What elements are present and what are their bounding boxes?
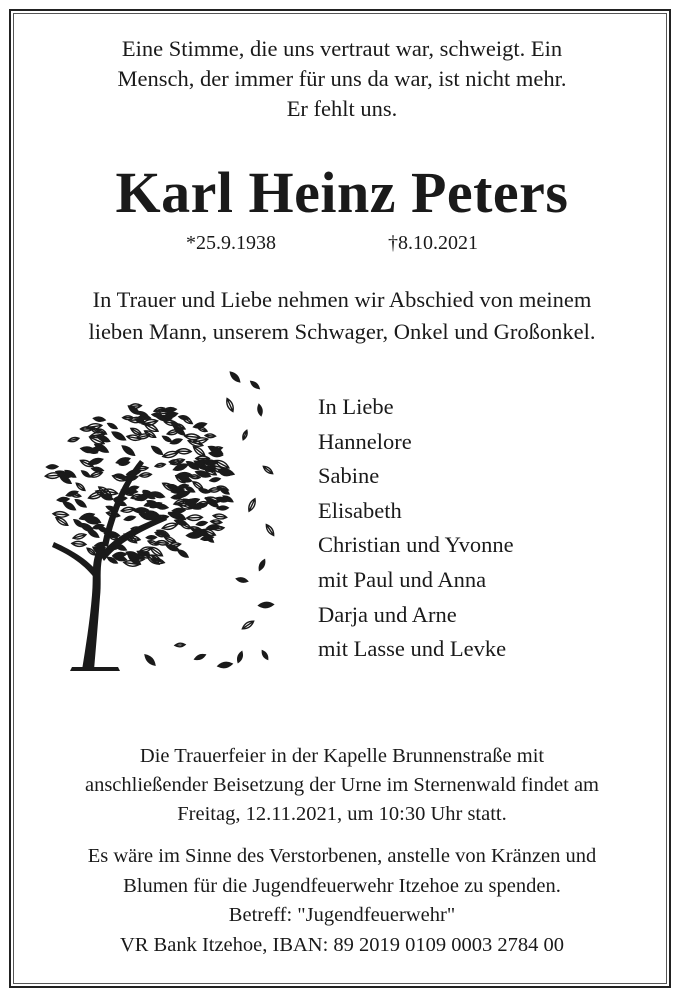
- intro-line: Er fehlt uns.: [286, 96, 398, 121]
- leaf-mark: [139, 546, 153, 554]
- leaf-mark: [257, 404, 263, 416]
- leaf-mark: [219, 486, 230, 495]
- leaf-mark: [261, 650, 269, 660]
- leaf-mark: [194, 503, 206, 507]
- donation-line: Es wäre im Sinne des Verstorbenen, anstelle von Kränzen und: [87, 845, 597, 867]
- leaf-mark: [187, 515, 203, 521]
- leaf-mark: [250, 380, 261, 390]
- mourning-line: In Trauer und Liebe nehmen wir Abschied von meinem: [92, 287, 592, 312]
- leaf-mark: [143, 653, 156, 667]
- leaf-mark: [162, 435, 173, 443]
- service-line: Die Trauerfeier in der Kapelle Brunnenstraße mit: [139, 745, 545, 767]
- family-line: Hannelore: [318, 428, 412, 454]
- donation-iban: VR Bank Itzehoe, IBAN: 89 2019 0109 0003 2784 00: [119, 933, 565, 956]
- family-line: Darja und Arne: [318, 601, 457, 627]
- leaf-mark: [70, 492, 82, 498]
- family-line: mit Paul und Anna: [318, 566, 487, 592]
- leaf-mark: [72, 532, 86, 540]
- intro-line: Eine Stimme, die uns vertraut war, schweigt. Ein: [121, 36, 563, 61]
- leaf-mark: [121, 444, 137, 458]
- intro-line: Mensch, der immer für uns da war, ist nicht mehr.: [117, 66, 567, 91]
- leaf-mark: [211, 519, 222, 524]
- leaf-mark: [171, 494, 184, 500]
- leaf-mark: [155, 463, 166, 469]
- leaf-mark: [80, 446, 96, 454]
- leaf-mark: [194, 653, 206, 661]
- birth-date: *25.9.1938: [186, 232, 276, 254]
- intro-quote: [40, 34, 644, 124]
- leaf-mark: [111, 430, 127, 442]
- leaf-mark: [93, 416, 105, 422]
- leaf-mark: [258, 602, 273, 608]
- leaf-mark: [205, 434, 216, 438]
- leaf-mark: [162, 522, 179, 531]
- leaf-mark: [121, 506, 135, 513]
- leaf-mark: [210, 477, 221, 482]
- leaf-mark: [241, 619, 255, 631]
- leaf-mark: [139, 472, 151, 477]
- leaf-mark: [75, 482, 86, 492]
- leaf-mark: [146, 536, 156, 540]
- leaf-mark: [150, 445, 163, 457]
- leaf-mark: [72, 541, 87, 547]
- tree-leaves: [45, 403, 235, 567]
- funeral-service-info: [20, 742, 664, 829]
- leaf-mark: [124, 515, 136, 521]
- family-signatures: [318, 390, 514, 667]
- family-line: In Liebe: [318, 394, 394, 419]
- leaf-mark: [262, 465, 274, 476]
- leaf-mark: [74, 498, 87, 509]
- leaf-mark: [247, 498, 257, 513]
- leaf-mark: [242, 430, 249, 441]
- leaf-mark: [236, 651, 243, 663]
- leaf-mark: [176, 548, 189, 559]
- family-line: Sabine: [318, 463, 380, 489]
- death-date: †8.10.2021: [388, 232, 478, 254]
- leaf-mark: [128, 485, 139, 491]
- leaf-mark: [107, 422, 118, 430]
- leaf-mark: [236, 577, 248, 583]
- leaf-mark: [57, 497, 69, 502]
- mourning-text: [20, 284, 664, 348]
- leaf-mark: [113, 552, 126, 558]
- leaf-mark: [264, 523, 275, 536]
- deceased-name: Karl Heinz Peters: [115, 160, 569, 225]
- leaf-mark: [258, 559, 267, 571]
- leaf-mark: [131, 527, 142, 531]
- leaf-mark: [225, 397, 235, 412]
- donation-line: Blumen für die Jugendfeuerwehr Itzehoe zu spenden.: [123, 874, 561, 897]
- family-line: mit Lasse und Levke: [318, 636, 507, 662]
- leaf-mark: [229, 371, 242, 384]
- leaf-mark: [170, 438, 183, 446]
- family-line: Elisabeth: [318, 497, 402, 523]
- leaf-mark: [68, 436, 80, 442]
- leaf-mark: [217, 506, 228, 510]
- leaf-mark: [217, 661, 232, 668]
- donation-info: [20, 842, 664, 960]
- leaf-mark: [46, 465, 57, 469]
- leaf-mark: [89, 471, 103, 479]
- service-line: Freitag, 12.11.2021, um 10:30 Uhr statt.: [177, 803, 507, 825]
- donation-reference: Betreff: "Jugendfeuerwehr": [228, 904, 456, 926]
- leaf-mark: [53, 511, 69, 518]
- leaf-mark: [213, 513, 227, 519]
- service-line: anschließender Beisetzung der Urne im Sternenwald findet am: [84, 774, 600, 796]
- leaf-mark: [184, 433, 200, 440]
- leaf-mark: [179, 415, 190, 421]
- leaf-mark: [176, 448, 191, 454]
- leaf-mark: [123, 416, 134, 420]
- leaf-mark: [175, 643, 185, 647]
- windblown-tree-icon: [30, 365, 280, 675]
- leaf-mark: [106, 510, 120, 518]
- leaf-mark: [199, 488, 210, 494]
- family-line: Christian und Yvonne: [318, 532, 514, 558]
- leaf-mark: [196, 521, 207, 527]
- mourning-line: lieben Mann, unserem Schwager, Onkel und Großonkel.: [88, 319, 596, 344]
